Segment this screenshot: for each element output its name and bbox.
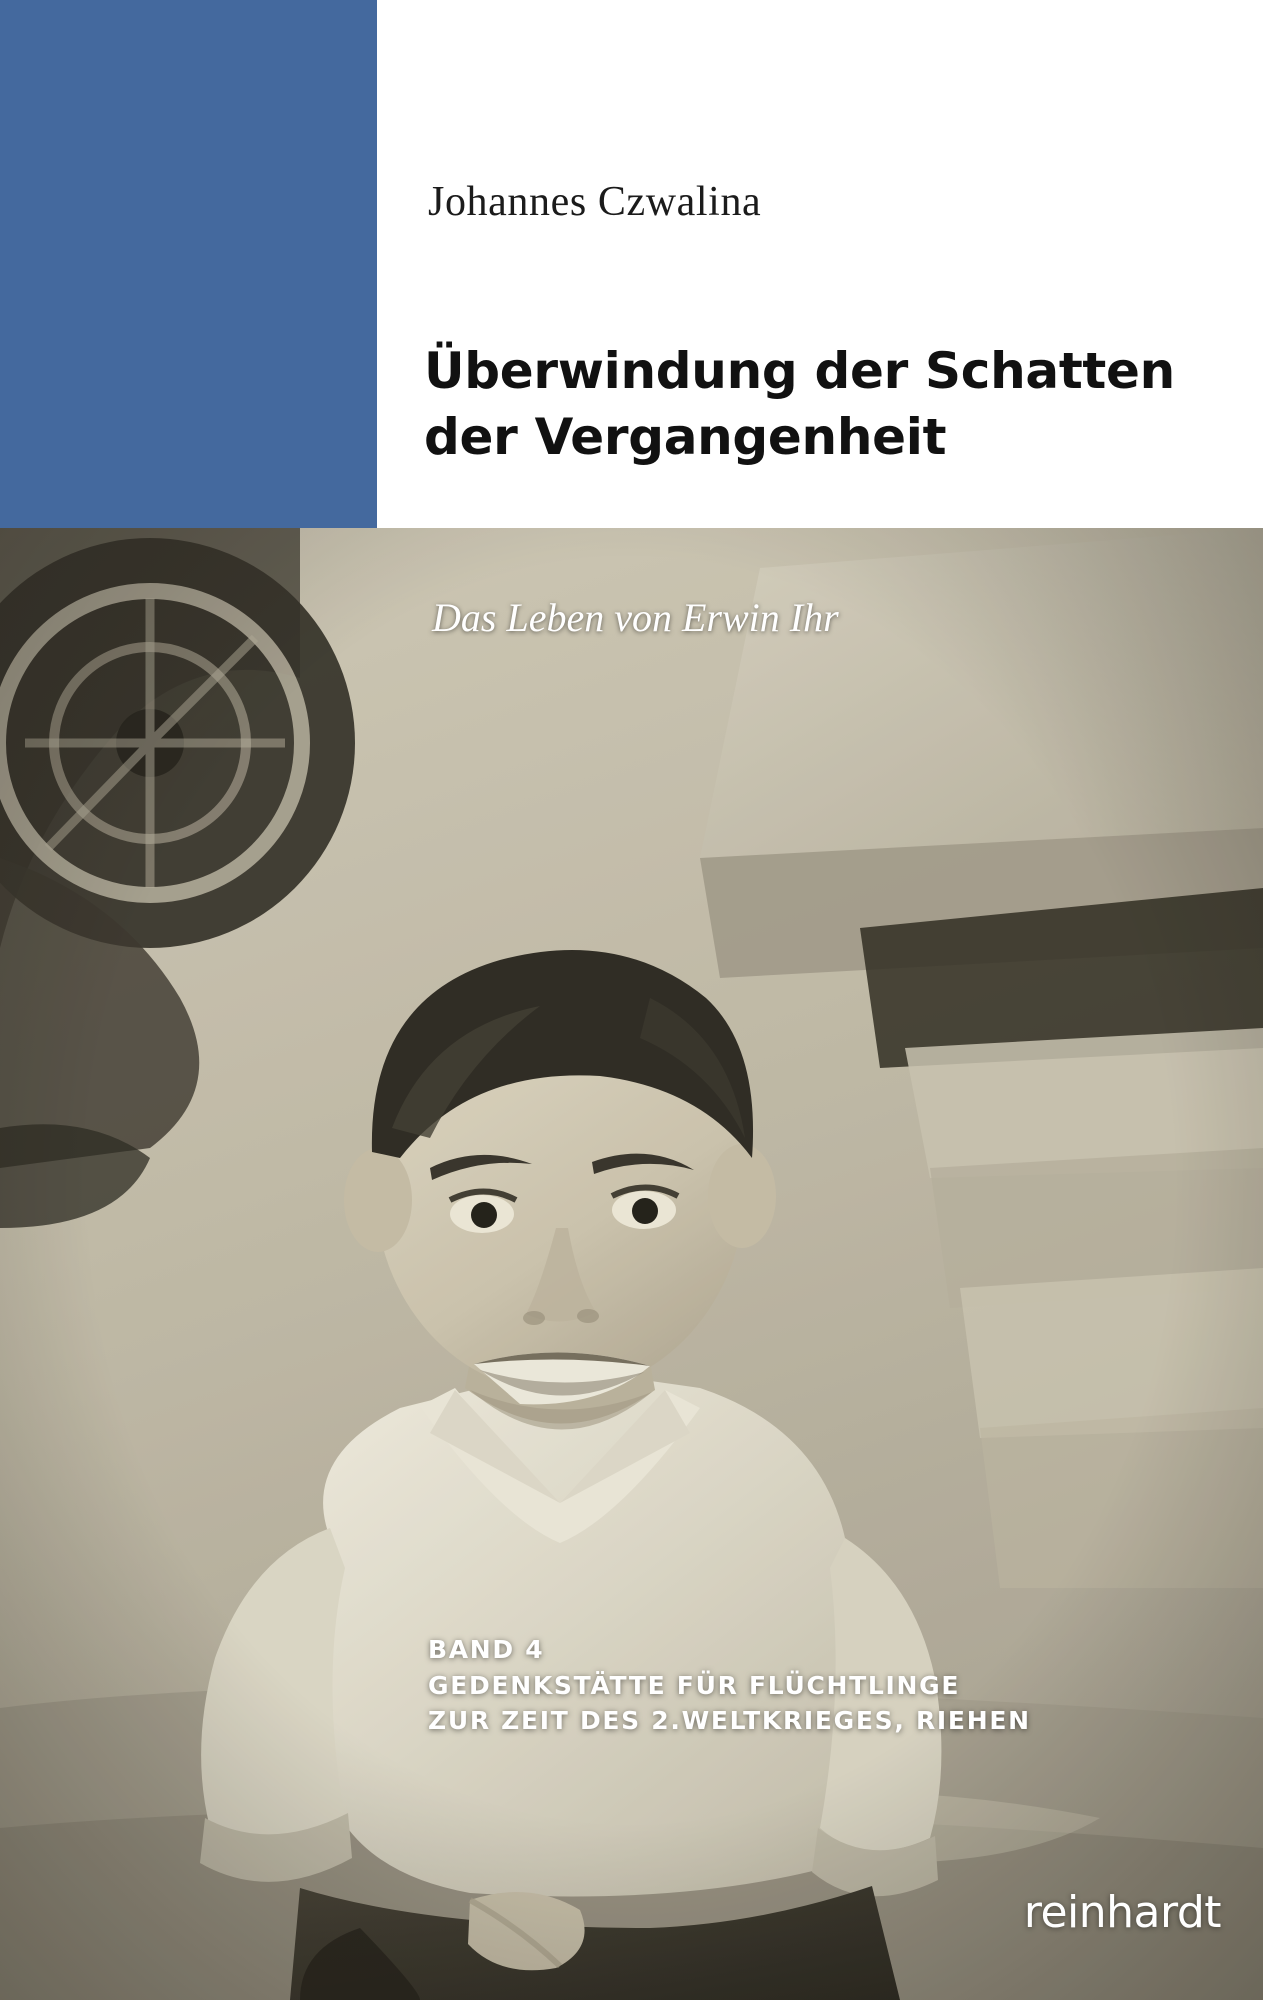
publisher-logo: reinhardt	[1023, 1887, 1221, 1938]
book-subtitle: Das Leben von Erwin Ihr	[432, 595, 839, 640]
series-name-line-1: GEDENKSTÄTTE FÜR FLÜCHTLINGE	[428, 1670, 961, 1700]
series-volume: BAND 4	[428, 1635, 545, 1664]
accent-color-block	[0, 0, 377, 528]
book-title-line-2: der Vergangenheit	[424, 408, 947, 466]
series-name-line-2: ZUR ZEIT DES 2.WELTKRIEGES, RIEHEN	[428, 1706, 1031, 1735]
book-title	[424, 338, 1184, 470]
book-title-line-1: Überwindung der Schatten	[424, 342, 1175, 400]
series-info	[428, 1632, 1031, 1739]
cover-photograph	[0, 528, 1263, 2000]
author-name: Johannes Czwalina	[428, 179, 762, 225]
